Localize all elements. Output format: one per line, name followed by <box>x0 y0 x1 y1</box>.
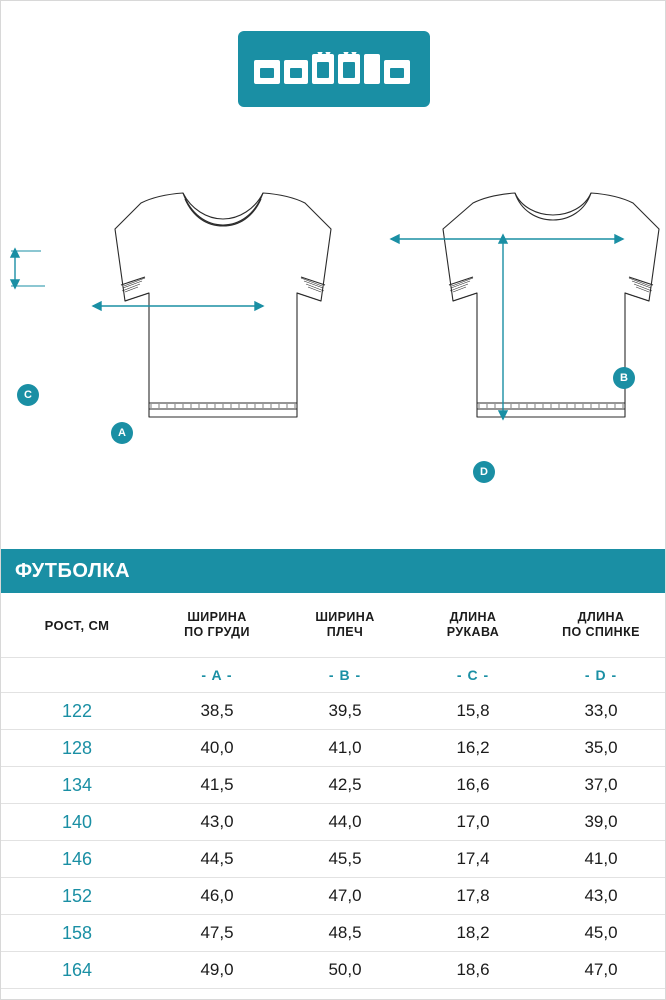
cell-c: 17,4 <box>409 841 537 878</box>
size-table <box>1 593 665 989</box>
badge-c: C <box>17 384 39 406</box>
cell-b: 41,0 <box>281 730 409 767</box>
cell-b: 50,0 <box>281 952 409 989</box>
cell-c: 18,2 <box>409 915 537 952</box>
col-header-a-line1: ШИРИНА <box>187 610 247 624</box>
cell-rost: 158 <box>1 915 153 952</box>
measure-line-d <box>499 235 507 419</box>
cell-rost: 146 <box>1 841 153 878</box>
letter-cell-c: - C - <box>409 658 537 693</box>
cell-c: 16,6 <box>409 767 537 804</box>
cell-a: 41,5 <box>153 767 281 804</box>
col-header-a-line2: ПО ГРУДИ <box>184 625 250 639</box>
cell-c: 15,8 <box>409 693 537 730</box>
col-header-d-line2: ПО СПИНКЕ <box>562 625 640 639</box>
cell-b: 48,5 <box>281 915 409 952</box>
brand-logo <box>238 31 430 107</box>
cell-rost: 152 <box>1 878 153 915</box>
logo-mark-icon <box>254 52 414 86</box>
letter-cell-a: - A - <box>153 658 281 693</box>
table-row <box>1 915 665 952</box>
measure-line-c <box>11 249 45 288</box>
col-header-c-line1: ДЛИНА <box>449 610 497 624</box>
col-header-b-line1: ШИРИНА <box>315 610 375 624</box>
back-hem-stitching <box>479 404 623 408</box>
measure-line-a <box>93 302 263 310</box>
cell-a: 43,0 <box>153 804 281 841</box>
col-header-b <box>281 593 409 658</box>
cell-d: 35,0 <box>537 730 665 767</box>
cell-rost: 164 <box>1 952 153 989</box>
cell-d: 37,0 <box>537 767 665 804</box>
col-header-a <box>153 593 281 658</box>
col-header-c-line2: РУКАВА <box>446 625 500 639</box>
cell-rost: 128 <box>1 730 153 767</box>
table-row <box>1 693 665 730</box>
cell-rost: 140 <box>1 804 153 841</box>
col-header-d-line1: ДЛИНА <box>577 610 625 624</box>
badge-d: D <box>473 461 495 483</box>
front-sleeve-stitching <box>122 278 324 292</box>
table-row <box>1 878 665 915</box>
cell-a: 38,5 <box>153 693 281 730</box>
cell-d: 41,0 <box>537 841 665 878</box>
table-title: ФУТБОЛКА <box>1 549 665 593</box>
table-row <box>1 952 665 989</box>
table-row <box>1 804 665 841</box>
cell-a: 46,0 <box>153 878 281 915</box>
cell-d: 43,0 <box>537 878 665 915</box>
table-body <box>1 693 665 989</box>
cell-a: 47,5 <box>153 915 281 952</box>
badge-b: B <box>613 367 635 389</box>
table-header-row <box>1 593 665 658</box>
table-letter-row <box>1 658 665 693</box>
badge-a: A <box>111 422 133 444</box>
cell-rost: 134 <box>1 767 153 804</box>
col-header-c <box>409 593 537 658</box>
cell-b: 45,5 <box>281 841 409 878</box>
cell-c: 16,2 <box>409 730 537 767</box>
col-header-d <box>537 593 665 658</box>
cell-d: 33,0 <box>537 693 665 730</box>
cell-b: 39,5 <box>281 693 409 730</box>
front-hem-stitching <box>151 404 295 408</box>
size-table-section <box>1 549 665 989</box>
back-sleeve-stitching <box>450 278 652 292</box>
letter-cell-d: - D - <box>537 658 665 693</box>
table-row <box>1 841 665 878</box>
measurement-diagram <box>1 141 665 541</box>
measure-arrows <box>11 235 623 419</box>
tshirt-technical-drawing <box>1 141 665 541</box>
cell-d: 45,0 <box>537 915 665 952</box>
col-header-b-line2: ПЛЕЧ <box>326 625 364 639</box>
cell-b: 47,0 <box>281 878 409 915</box>
letter-cell-b: - B - <box>281 658 409 693</box>
cell-c: 17,8 <box>409 878 537 915</box>
cell-a: 49,0 <box>153 952 281 989</box>
cell-b: 42,5 <box>281 767 409 804</box>
cell-a: 40,0 <box>153 730 281 767</box>
cell-d: 47,0 <box>537 952 665 989</box>
table-row <box>1 767 665 804</box>
letter-cell-rost <box>1 658 153 693</box>
cell-a: 44,5 <box>153 841 281 878</box>
cell-c: 18,6 <box>409 952 537 989</box>
cell-b: 44,0 <box>281 804 409 841</box>
tshirt-front-view <box>115 193 331 417</box>
cell-rost: 122 <box>1 693 153 730</box>
col-header-rost: РОСТ, СМ <box>1 593 153 658</box>
cell-c: 17,0 <box>409 804 537 841</box>
table-row <box>1 730 665 767</box>
cell-d: 39,0 <box>537 804 665 841</box>
